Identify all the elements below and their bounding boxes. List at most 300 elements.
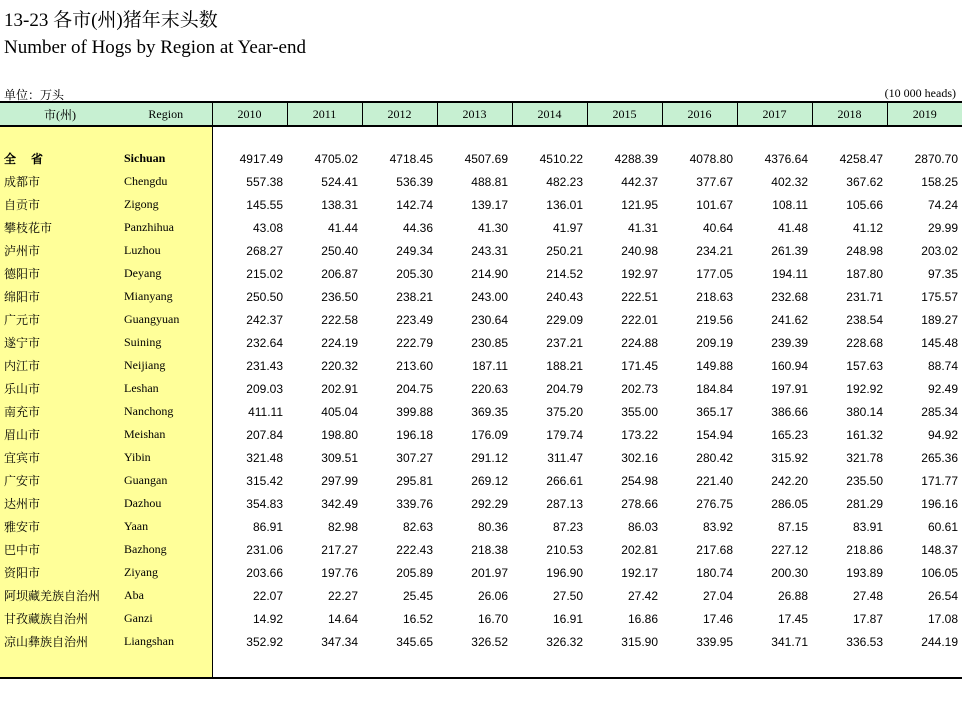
- value-cell: 27.50: [552, 588, 583, 603]
- region-name-cn: 乐山市: [0, 377, 120, 400]
- region-name-cn: 泸州市: [0, 239, 120, 262]
- value-cell: 235.50: [846, 473, 883, 488]
- value-cell: 187.11: [472, 358, 508, 373]
- header-year: 2013: [437, 102, 512, 126]
- header-year: 2017: [737, 102, 812, 126]
- value-cell: 44.36: [402, 220, 433, 235]
- value-cell: 268.27: [246, 243, 283, 258]
- value-cell: 286.05: [771, 496, 808, 511]
- value-cell: 22.27: [327, 588, 358, 603]
- value-cell: 27.48: [852, 588, 883, 603]
- value-cell: 321.48: [246, 450, 283, 465]
- value-cell: 209.19: [696, 335, 733, 350]
- value-cell: 220.63: [471, 381, 508, 396]
- value-cell: 214.90: [471, 266, 508, 281]
- region-name-cn: 宜宾市: [0, 446, 120, 469]
- spacer-row: [0, 126, 962, 147]
- table-row: [0, 262, 962, 285]
- value-cell: 157.63: [846, 358, 883, 373]
- value-cell: 27.42: [627, 588, 658, 603]
- region-name-cn: 资阳市: [0, 561, 120, 584]
- value-cell: 17.87: [852, 611, 883, 626]
- value-cell: 149.88: [696, 358, 733, 373]
- value-cell: 17.46: [702, 611, 733, 626]
- value-cell: 482.23: [546, 174, 583, 189]
- value-cell: 224.19: [321, 335, 358, 350]
- value-cell: 179.74: [546, 427, 583, 442]
- value-cell: 204.79: [546, 381, 583, 396]
- value-cell: 261.39: [771, 243, 808, 258]
- value-cell: 17.08: [927, 611, 958, 626]
- value-cell: 345.65: [396, 634, 433, 649]
- value-cell: 202.81: [621, 542, 658, 557]
- value-cell: 209.03: [246, 381, 283, 396]
- table-row: [0, 285, 962, 308]
- value-cell: 87.23: [552, 519, 583, 534]
- value-cell: 177.05: [696, 266, 733, 281]
- value-cell: 326.52: [471, 634, 508, 649]
- region-name-cn: 广元市: [0, 308, 120, 331]
- region-name-cn: 甘孜藏族自治州: [0, 607, 120, 630]
- table-row: [0, 377, 962, 400]
- region-name-cn: 巴中市: [0, 538, 120, 561]
- value-cell: 105.66: [846, 197, 883, 212]
- table-row: [0, 193, 962, 216]
- region-cell-blank: [120, 653, 212, 678]
- value-cell: 87.15: [777, 519, 808, 534]
- value-cell: 341.71: [771, 634, 808, 649]
- region-name-cn: 全 省: [0, 147, 120, 170]
- value-cell: 339.76: [396, 496, 433, 511]
- value-cell: 276.75: [696, 496, 733, 511]
- value-cell: 355.00: [621, 404, 658, 419]
- value-cell: 203.02: [921, 243, 958, 258]
- value-cell: 238.54: [846, 312, 883, 327]
- value-cell: 82.63: [402, 519, 433, 534]
- value-cell: 347.34: [321, 634, 358, 649]
- value-cell: 17.45: [777, 611, 808, 626]
- header-year: 2016: [662, 102, 737, 126]
- value-cell: 92.49: [927, 381, 958, 396]
- value-cell: 265.36: [921, 450, 958, 465]
- value-cell: 14.64: [327, 611, 358, 626]
- value-cell: 16.86: [627, 611, 658, 626]
- header-year: 2019: [887, 102, 962, 126]
- value-cell: 242.37: [246, 312, 283, 327]
- value-cell: 375.20: [546, 404, 583, 419]
- table-row: [0, 446, 962, 469]
- header-year: 2010: [212, 102, 287, 126]
- value-cell: 173.22: [621, 427, 658, 442]
- header-year: 2014: [512, 102, 587, 126]
- region-name-cn: 德阳市: [0, 262, 120, 285]
- value-cell: 291.12: [471, 450, 508, 465]
- value-cell: 26.06: [477, 588, 508, 603]
- value-cell: 4376.64: [764, 151, 808, 166]
- value-cell: 369.35: [471, 404, 508, 419]
- value-cell: 242.20: [771, 473, 808, 488]
- hogs-data-table: [0, 101, 962, 679]
- value-cell: 27.04: [702, 588, 733, 603]
- region-name-en: Yibin: [120, 446, 212, 469]
- value-cell: 227.12: [771, 542, 808, 557]
- region-name-en: Yaan: [120, 515, 212, 538]
- region-name-cn: 凉山彝族自治州: [0, 630, 120, 653]
- header-year: 2015: [587, 102, 662, 126]
- value-cell: 41.44: [327, 220, 358, 235]
- header-row: [0, 102, 962, 126]
- value-cell: 217.27: [321, 542, 358, 557]
- value-cell: 41.48: [777, 220, 808, 235]
- table-row: [0, 331, 962, 354]
- value-cell: 205.89: [396, 565, 433, 580]
- value-cell: 315.90: [621, 634, 658, 649]
- value-cell: 192.92: [846, 381, 883, 396]
- value-cell: 204.75: [396, 381, 433, 396]
- value-cell: 254.98: [621, 473, 658, 488]
- value-cell: 40.64: [702, 220, 733, 235]
- region-name-en: Leshan: [120, 377, 212, 400]
- value-cell: 187.80: [846, 266, 883, 281]
- value-cell: 237.21: [546, 335, 583, 350]
- value-cell: 188.21: [546, 358, 583, 373]
- region-name-en: Ziyang: [120, 561, 212, 584]
- value-cell: 238.21: [396, 289, 433, 304]
- value-cell: 224.88: [621, 335, 658, 350]
- value-cell: 557.38: [246, 174, 283, 189]
- value-cell: 250.40: [321, 243, 358, 258]
- region-name-en: Nanchong: [120, 400, 212, 423]
- value-cell: 171.77: [921, 473, 958, 488]
- value-cell: 536.39: [396, 174, 433, 189]
- value-cell: 213.60: [396, 358, 433, 373]
- region-name-cn: 遂宁市: [0, 331, 120, 354]
- region-name-en: Mianyang: [120, 285, 212, 308]
- value-cell: 354.83: [246, 496, 283, 511]
- table-title-english: Number of Hogs by Region at Year-end: [4, 37, 306, 58]
- end-cell: [212, 653, 962, 678]
- region-name-cn: 绵阳市: [0, 285, 120, 308]
- region-name-en: Zigong: [120, 193, 212, 216]
- value-cell: 339.95: [696, 634, 733, 649]
- value-cell: 309.51: [321, 450, 358, 465]
- value-cell: 4718.45: [389, 151, 433, 166]
- value-cell: 196.16: [921, 496, 958, 511]
- value-cell: 311.47: [547, 450, 583, 465]
- spacer-cell: [212, 126, 962, 147]
- value-cell: 230.64: [471, 312, 508, 327]
- region-name-en: Dazhou: [120, 492, 212, 515]
- region-name-cn: 成都市: [0, 170, 120, 193]
- value-cell: 222.79: [396, 335, 433, 350]
- table-row: [0, 170, 962, 193]
- value-cell: 232.64: [246, 335, 283, 350]
- value-cell: 83.92: [702, 519, 733, 534]
- value-cell: 236.50: [321, 289, 358, 304]
- value-cell: 292.29: [471, 496, 508, 511]
- value-cell: 202.73: [621, 381, 658, 396]
- value-cell: 184.84: [696, 381, 733, 396]
- value-cell: 203.66: [246, 565, 283, 580]
- value-cell: 41.97: [552, 220, 583, 235]
- value-cell: 196.90: [546, 565, 583, 580]
- value-cell: 201.97: [471, 565, 508, 580]
- region-name-en: Sichuan: [120, 147, 212, 170]
- value-cell: 222.01: [621, 312, 658, 327]
- value-cell: 86.91: [252, 519, 283, 534]
- value-cell: 405.04: [321, 404, 358, 419]
- header-year: 2011: [287, 102, 362, 126]
- value-cell: 297.99: [321, 473, 358, 488]
- value-cell: 197.76: [321, 565, 358, 580]
- value-cell: 321.78: [846, 450, 883, 465]
- value-cell: 326.32: [546, 634, 583, 649]
- region-name-en: Bazhong: [120, 538, 212, 561]
- table-row: [0, 423, 962, 446]
- value-cell: 243.31: [471, 243, 508, 258]
- value-cell: 231.43: [246, 358, 283, 373]
- region-name-en: Guangan: [120, 469, 212, 492]
- value-cell: 367.62: [846, 174, 883, 189]
- header-region-cn: 市(州): [0, 102, 120, 126]
- value-cell: 250.50: [246, 289, 283, 304]
- value-cell: 4705.02: [314, 151, 358, 166]
- value-cell: 4507.69: [464, 151, 508, 166]
- value-cell: 377.67: [696, 174, 733, 189]
- value-cell: 43.08: [252, 220, 283, 235]
- value-cell: 231.71: [846, 289, 883, 304]
- value-cell: 41.12: [852, 220, 883, 235]
- value-cell: 193.89: [846, 565, 883, 580]
- region-cell-blank: [0, 653, 120, 678]
- value-cell: 315.42: [246, 473, 283, 488]
- value-cell: 220.32: [321, 358, 358, 373]
- value-cell: 223.49: [396, 312, 433, 327]
- value-cell: 192.97: [621, 266, 658, 281]
- value-cell: 86.03: [627, 519, 658, 534]
- value-cell: 222.58: [321, 312, 358, 327]
- value-cell: 302.16: [621, 450, 658, 465]
- value-cell: 14.92: [252, 611, 283, 626]
- value-cell: 205.30: [396, 266, 433, 281]
- region-name-en: Liangshan: [120, 630, 212, 653]
- value-cell: 200.30: [771, 565, 808, 580]
- value-cell: 4510.22: [539, 151, 583, 166]
- value-cell: 160.94: [771, 358, 808, 373]
- value-cell: 315.92: [771, 450, 808, 465]
- value-cell: 171.45: [621, 358, 658, 373]
- value-cell: 210.53: [546, 542, 583, 557]
- table-row: [0, 308, 962, 331]
- region-name-cn: 眉山市: [0, 423, 120, 446]
- table-row: [0, 630, 962, 653]
- value-cell: 386.66: [771, 404, 808, 419]
- value-cell: 307.27: [396, 450, 433, 465]
- value-cell: 26.88: [777, 588, 808, 603]
- value-cell: 234.21: [696, 243, 733, 258]
- value-cell: 145.48: [921, 335, 958, 350]
- unit-label-english: (10 000 heads): [884, 86, 956, 100]
- value-cell: 217.68: [696, 542, 733, 557]
- value-cell: 189.27: [921, 312, 958, 327]
- value-cell: 25.45: [402, 588, 433, 603]
- value-cell: 219.56: [696, 312, 733, 327]
- value-cell: 198.80: [321, 427, 358, 442]
- value-cell: 121.95: [621, 197, 658, 212]
- value-cell: 207.84: [246, 427, 283, 442]
- region-name-en: Panzhihua: [120, 216, 212, 239]
- value-cell: 280.42: [696, 450, 733, 465]
- value-cell: 222.51: [621, 289, 658, 304]
- region-name-cn: 自贡市: [0, 193, 120, 216]
- header-year: 2018: [812, 102, 887, 126]
- value-cell: 402.32: [771, 174, 808, 189]
- value-cell: 60.61: [927, 519, 958, 534]
- value-cell: 365.17: [696, 404, 733, 419]
- value-cell: 82.98: [327, 519, 358, 534]
- value-cell: 442.37: [621, 174, 658, 189]
- value-cell: 231.06: [246, 542, 283, 557]
- value-cell: 239.39: [771, 335, 808, 350]
- value-cell: 228.68: [846, 335, 883, 350]
- table-row: [0, 584, 962, 607]
- value-cell: 16.52: [402, 611, 433, 626]
- region-name-cn: 内江市: [0, 354, 120, 377]
- value-cell: 161.32: [846, 427, 883, 442]
- region-name-en: Suining: [120, 331, 212, 354]
- value-cell: 145.55: [246, 197, 283, 212]
- value-cell: 342.49: [321, 496, 358, 511]
- value-cell: 196.18: [396, 427, 433, 442]
- value-cell: 352.92: [246, 634, 283, 649]
- value-cell: 206.87: [321, 266, 358, 281]
- value-cell: 281.29: [846, 496, 883, 511]
- region-name-cn: 南充市: [0, 400, 120, 423]
- value-cell: 175.57: [921, 289, 958, 304]
- value-cell: 4078.80: [689, 151, 733, 166]
- table-body: [0, 126, 962, 678]
- table-row: [0, 561, 962, 584]
- value-cell: 142.74: [396, 197, 433, 212]
- value-cell: 139.17: [471, 197, 508, 212]
- region-name-en: Luzhou: [120, 239, 212, 262]
- table-row: [0, 469, 962, 492]
- value-cell: 222.43: [396, 542, 433, 557]
- value-cell: 336.53: [846, 634, 883, 649]
- value-cell: 243.00: [471, 289, 508, 304]
- value-cell: 240.43: [546, 289, 583, 304]
- value-cell: 221.40: [696, 473, 733, 488]
- region-name-cn: 雅安市: [0, 515, 120, 538]
- unit-label-chinese: 单位：万头: [4, 88, 65, 102]
- value-cell: 218.38: [471, 542, 508, 557]
- table-row: [0, 492, 962, 515]
- value-cell: 88.74: [927, 358, 958, 373]
- table-title-chinese: 13-23 各市(州)猪年末头数: [4, 10, 218, 31]
- value-cell: 148.37: [921, 542, 958, 557]
- value-cell: 108.11: [772, 197, 808, 212]
- value-cell: 180.74: [696, 565, 733, 580]
- region-name-cn: 广安市: [0, 469, 120, 492]
- table-row: [0, 538, 962, 561]
- value-cell: 399.88: [396, 404, 433, 419]
- value-cell: 266.61: [546, 473, 583, 488]
- value-cell: 94.92: [927, 427, 958, 442]
- value-cell: 165.23: [771, 427, 808, 442]
- value-cell: 295.81: [396, 473, 433, 488]
- value-cell: 287.13: [546, 496, 583, 511]
- region-cell-blank: [0, 126, 120, 147]
- value-cell: 250.21: [546, 243, 583, 258]
- value-cell: 41.30: [477, 220, 508, 235]
- region-name-en: Chengdu: [120, 170, 212, 193]
- value-cell: 202.91: [321, 381, 358, 396]
- table-row: [0, 354, 962, 377]
- value-cell: 244.19: [921, 634, 958, 649]
- value-cell: 41.31: [627, 220, 658, 235]
- value-cell: 4258.47: [839, 151, 883, 166]
- table-row: [0, 239, 962, 262]
- value-cell: 16.91: [552, 611, 583, 626]
- region-name-cn: 达州市: [0, 492, 120, 515]
- value-cell: 83.91: [852, 519, 883, 534]
- region-name-en: Meishan: [120, 423, 212, 446]
- value-cell: 197.91: [771, 381, 808, 396]
- value-cell: 285.34: [921, 404, 958, 419]
- value-cell: 4288.39: [614, 151, 658, 166]
- table-end-row: [0, 653, 962, 678]
- value-cell: 248.98: [846, 243, 883, 258]
- value-cell: 158.25: [921, 174, 958, 189]
- value-cell: 380.14: [846, 404, 883, 419]
- value-cell: 22.07: [252, 588, 283, 603]
- value-cell: 411.11: [248, 404, 283, 419]
- header-region-en: Region: [120, 102, 212, 126]
- value-cell: 488.81: [471, 174, 508, 189]
- value-cell: 80.36: [477, 519, 508, 534]
- region-name-en: Neijiang: [120, 354, 212, 377]
- value-cell: 230.85: [471, 335, 508, 350]
- value-cell: 29.99: [927, 220, 958, 235]
- region-name-en: Ganzi: [120, 607, 212, 630]
- value-cell: 4917.49: [239, 151, 283, 166]
- value-cell: 278.66: [621, 496, 658, 511]
- value-cell: 101.67: [696, 197, 733, 212]
- region-name-cn: 阿坝藏羌族自治州: [0, 584, 120, 607]
- value-cell: 218.63: [696, 289, 733, 304]
- table-row-total: [0, 147, 962, 170]
- table-row: [0, 400, 962, 423]
- value-cell: 229.09: [546, 312, 583, 327]
- table-row: [0, 216, 962, 239]
- region-name-en: Aba: [120, 584, 212, 607]
- value-cell: 154.94: [696, 427, 733, 442]
- value-cell: 192.17: [621, 565, 658, 580]
- value-cell: 524.41: [321, 174, 358, 189]
- value-cell: 106.05: [921, 565, 958, 580]
- value-cell: 214.52: [546, 266, 583, 281]
- table-row: [0, 607, 962, 630]
- value-cell: 241.62: [771, 312, 808, 327]
- value-cell: 138.31: [321, 197, 358, 212]
- value-cell: 240.98: [621, 243, 658, 258]
- value-cell: 232.68: [771, 289, 808, 304]
- value-cell: 16.70: [477, 611, 508, 626]
- value-cell: 249.34: [396, 243, 433, 258]
- value-cell: 97.35: [927, 266, 958, 281]
- region-name-en: Guangyuan: [120, 308, 212, 331]
- value-cell: 269.12: [471, 473, 508, 488]
